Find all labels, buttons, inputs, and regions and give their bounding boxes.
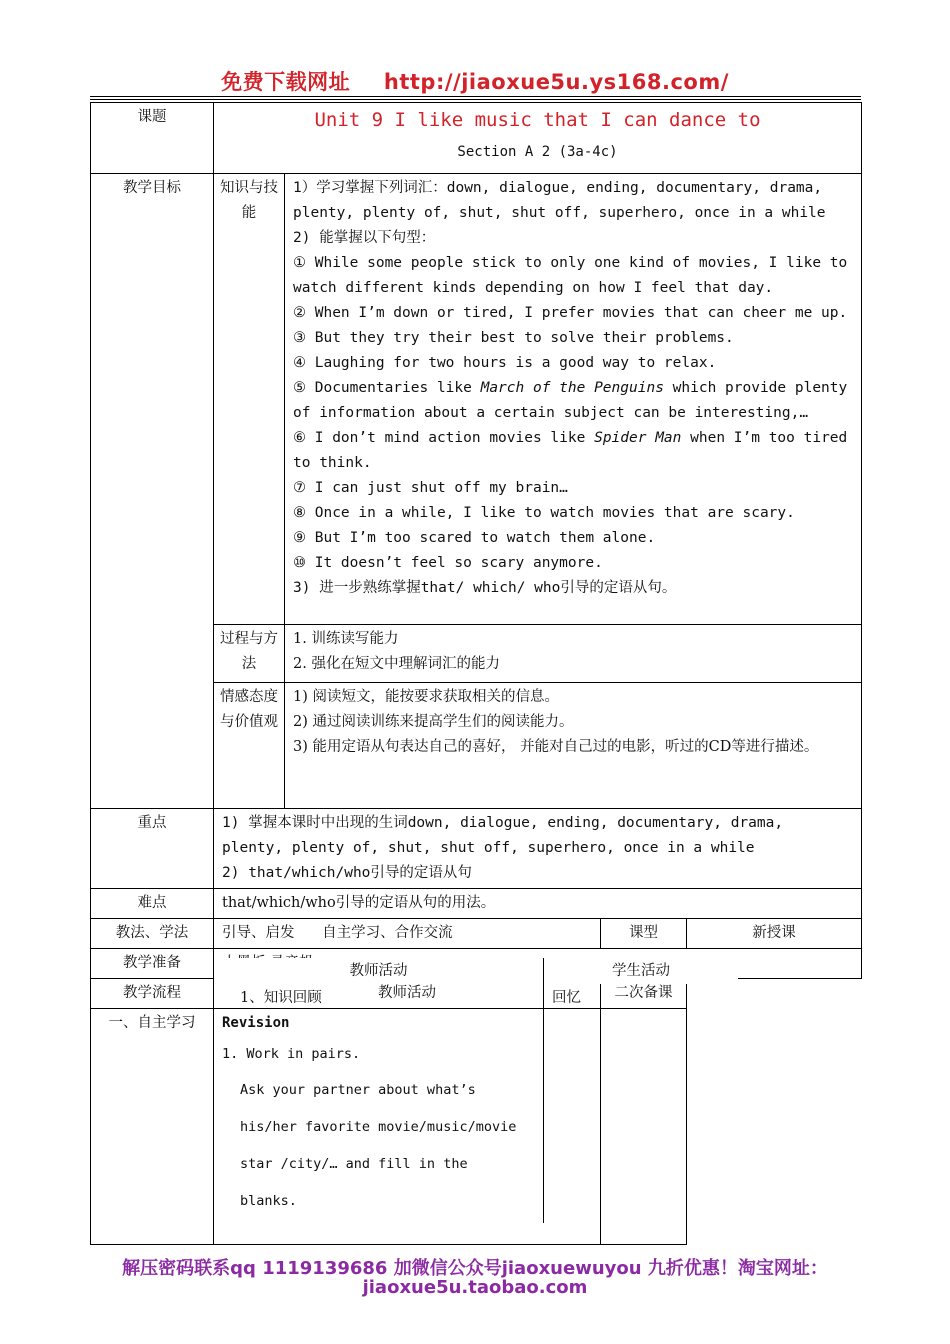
flow-teacher-header-cover — [214, 958, 543, 984]
course-section: Section A 2 (3a-4c) — [457, 144, 618, 160]
knowledge-line: 2) 能掌握以下句型： — [293, 230, 436, 246]
flow-teacher-content — [222, 986, 537, 1220]
course-label: 课题 — [91, 103, 214, 174]
process-line: 1. 训练读写能力 — [293, 631, 399, 647]
footer-shop-link[interactable]: jiaoxue5u.taobao.com — [362, 1277, 588, 1298]
task-detail-line: Ask your partner about what’s — [240, 1082, 476, 1098]
emotion-line: 1) 阅读短文，能按要求获取相关的信息。 — [293, 689, 559, 705]
knowledge-line: ① While some people stick to only one kind of movies, I like to — [293, 255, 848, 271]
flow-teacher-header-text: 教师活动 — [349, 963, 408, 979]
goals-label: 教学目标 — [91, 174, 214, 809]
flow-student-activity: 回忆 — [552, 990, 581, 1006]
key-points-content — [214, 809, 862, 889]
difficulty-content: that/which/who引导的定语从句的用法。 — [214, 889, 862, 919]
header-divider-2 — [90, 99, 861, 100]
flow-header-notes: 二次备课 — [601, 979, 687, 1009]
key-points-label: 重点 — [91, 809, 214, 889]
s5-pre: ⑤ Documentaries like — [293, 380, 481, 396]
flow-header-teacher: 教师活动 — [214, 979, 601, 1009]
s6-pre: ⑥ I don’t mind action movies like — [293, 430, 595, 446]
course-title-cell — [214, 103, 862, 174]
task-detail-line: blanks. — [240, 1193, 297, 1209]
knowledge-line: ⑧ Once in a while, I like to watch movies that are scary. — [293, 505, 795, 521]
knowledge-label: 知识与技能 — [214, 174, 285, 625]
key-point-line: 1) 掌握本课时中出现的生词down, dialogue, ending, documentary, drama, — [222, 815, 784, 831]
s5-post: which provide plenty — [663, 380, 848, 396]
key-points-row — [91, 809, 862, 889]
header-url-link[interactable]: http://jiaoxue5u.ys168.com/ — [383, 70, 729, 94]
emotion-line: 3) 能用定语从句表达自己的喜好， 并能对自己过的电影，听过的CD等进行描述。 — [293, 739, 819, 755]
task-details — [222, 1072, 537, 1220]
course-title: Unit 9 I like music that I can dance to — [314, 109, 761, 131]
flow-stage: 一、自主学习 — [91, 1009, 214, 1245]
process-label: 过程与方法 — [214, 625, 285, 683]
teacher-heading: 1、知识回顾 — [240, 990, 322, 1006]
header-label: 免费下载网址 — [221, 70, 351, 94]
key-point-line: 2) that/which/who引导的定语从句 — [222, 865, 472, 881]
method-label: 教法、学法 — [91, 919, 214, 949]
knowledge-content — [285, 174, 862, 625]
knowledge-line-6 — [293, 426, 853, 451]
emotion-content — [285, 683, 862, 809]
flow-divider — [543, 984, 544, 1223]
lesson-type-value: 新授课 — [687, 919, 862, 949]
difficulty-label: 难点 — [91, 889, 214, 919]
task-detail-line: his/her favorite movie/music/movie — [240, 1119, 517, 1135]
knowledge-line: ② When I’m down or tired, I prefer movies that can cheer me up. — [293, 305, 848, 321]
revision-heading: Revision — [222, 1015, 290, 1031]
task-line: 1. Work in pairs. — [222, 1046, 361, 1062]
goals-knowledge-row — [91, 174, 862, 625]
flow-header-stage: 教学流程 — [91, 979, 214, 1009]
process-content — [285, 625, 862, 683]
knowledge-line: plenty, plenty of, shut, shut off, superhero, once in a while — [293, 205, 826, 221]
course-row — [91, 103, 862, 174]
preparation-label: 教学准备 — [91, 949, 214, 979]
knowledge-line: 1）学习掌握下列词汇：down, dialogue, ending, documentary, drama, — [293, 180, 823, 196]
emotion-label: 情感态度与价值观 — [214, 683, 285, 809]
knowledge-line: of information about a certain subject can be interesting,… — [293, 405, 809, 421]
knowledge-line: to think. — [293, 455, 372, 471]
flow-student-header: 学生活动 — [543, 958, 738, 984]
s6-italic: Spider Man — [594, 430, 682, 446]
site-header — [0, 66, 950, 96]
knowledge-line-5 — [293, 376, 853, 401]
s5-italic: March of the Penguins — [480, 380, 664, 396]
task-detail-line: star /city/… and fill in the — [240, 1156, 468, 1172]
header-divider — [90, 96, 861, 97]
knowledge-line: ⑩ It doesn’t feel so scary anymore. — [293, 555, 603, 571]
emotion-line: 2) 通过阅读训练来提高学生们的阅读能力。 — [293, 714, 574, 730]
knowledge-line: 3) 进一步熟练掌握that/ which/ who引导的定语从句。 — [293, 580, 677, 596]
knowledge-line: ③ But they try their best to solve their problems. — [293, 330, 734, 346]
process-line: 2. 强化在短文中理解词汇的能力 — [293, 656, 500, 672]
knowledge-line: ⑨ But I’m too scared to watch them alone. — [293, 530, 656, 546]
difficulty-row — [91, 889, 862, 919]
knowledge-line: watch different kinds depending on how I feel that day. — [293, 280, 774, 296]
knowledge-line: ⑦ I can just shut off my brain… — [293, 480, 568, 496]
method-row — [91, 919, 862, 949]
flow-overlay — [214, 958, 737, 1223]
footer-contact: 解压密码联系qq 1119139686 加微信公众号jiaoxuewuyou 九折优惠！淘宝网址： — [122, 1258, 828, 1279]
s6-post: when I’m too tired — [681, 430, 848, 446]
key-point-line: plenty, plenty of, shut, shut off, superhero, once in a while — [222, 840, 755, 856]
method-content: 引导、启发 自主学习、合作交流 — [214, 919, 601, 949]
lesson-type-label: 课型 — [601, 919, 687, 949]
knowledge-line: ④ Laughing for two hours is a good way to relax. — [293, 355, 717, 371]
